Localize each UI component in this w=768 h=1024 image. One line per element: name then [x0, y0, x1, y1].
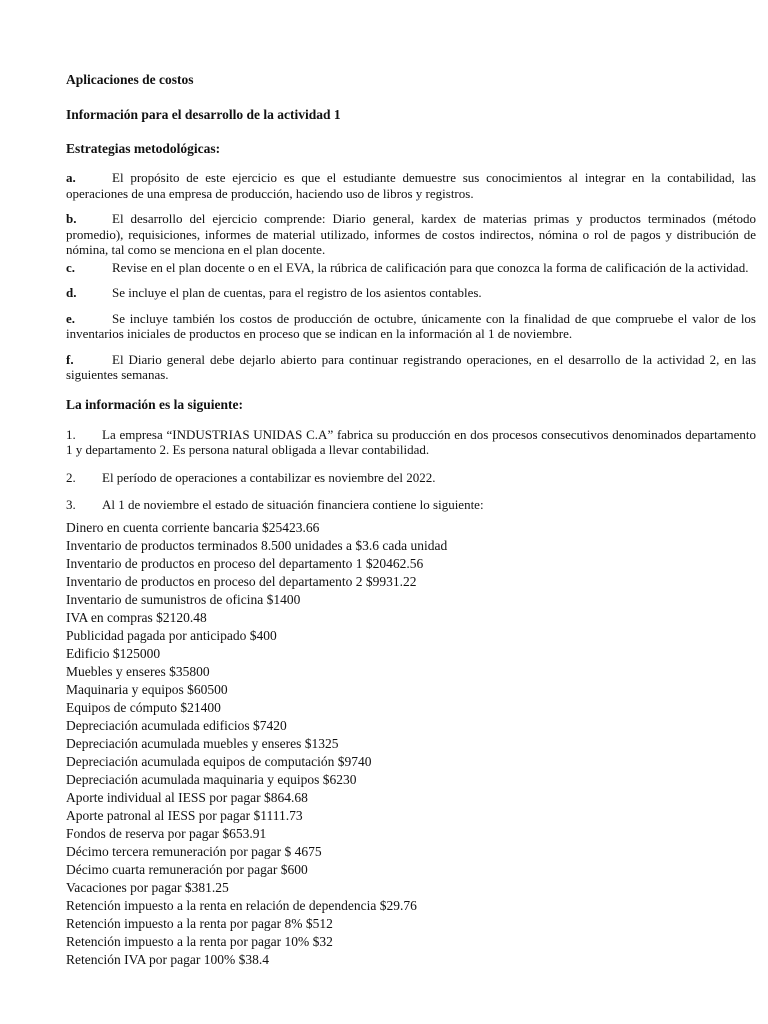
account-line: Publicidad pagada por anticipado $400: [66, 627, 277, 643]
strategy-letter: f.: [66, 351, 74, 367]
account-list: [66, 519, 756, 969]
account-line: Inventario de productos terminados 8.500 unidades a $3.6 cada unidad: [66, 537, 448, 553]
account-line: Inventario de productos en proceso del departamento 2 $9931.22: [66, 573, 417, 589]
item-number: 2.: [66, 469, 76, 485]
strategy-text: Se incluye el plan de cuentas, para el registro de los asientos contables.: [112, 285, 482, 300]
account-line: Aporte patronal al IESS por pagar $1111.73: [66, 807, 303, 823]
numbered-item: [66, 470, 756, 486]
item-number: 1.: [66, 426, 76, 442]
item-number: 3.: [66, 497, 76, 512]
strategy-letter: a.: [66, 170, 76, 185]
account-line: Retención impuesto a la renta por pagar 8% $512: [66, 915, 333, 931]
strategy-letter: d.: [66, 285, 77, 300]
strategy-letter: b.: [66, 211, 77, 226]
account-line: Inventario de sumunistros de oficina $1400: [66, 591, 301, 607]
strategy-letter: c.: [66, 259, 76, 275]
strategy-item: [66, 311, 756, 342]
account-line: Retención impuesto a la renta en relación de dependencia $29.76: [66, 897, 417, 913]
account-line: Fondos de reserva por pagar $653.91: [66, 825, 267, 841]
info-heading: La información es la siguiente:: [66, 396, 243, 412]
numbered-item: [66, 497, 756, 513]
account-line: Vacaciones por pagar $381.25: [66, 879, 229, 895]
account-line: Depreciación acumulada equipos de computación $9740: [66, 753, 372, 769]
account-line: Depreciación acumulada maquinaria y equipos $6230: [66, 771, 357, 787]
account-line: Inventario de productos en proceso del departamento 1 $20462.56: [66, 555, 424, 571]
account-line: Dinero en cuenta corriente bancaria $25423.66: [66, 519, 320, 535]
account-line: Equipos de cómputo $21400: [66, 699, 221, 715]
strategies-heading: Estrategias metodológicas:: [66, 141, 221, 156]
strategy-text: Revise en el plan docente o en el EVA, la rúbrica de calificación para que conozca la forma de calificación de la actividad.: [112, 259, 749, 275]
strategy-item: [66, 285, 756, 301]
strategy-text: El propósito de este ejercicio es que el estudiante demuestre sus conocimientos al integrar en la contabilidad, las operaciones de una empresa de producción, haciendo uso de libros y registros.: [66, 170, 756, 201]
account-line: Décimo tercera remuneración por pagar $ 4675: [66, 843, 322, 859]
account-line: Depreciación acumulada edificios $7420: [66, 717, 287, 733]
strategy-letter: e.: [66, 310, 76, 326]
item-text: Al 1 de noviembre el estado de situación financiera contiene lo siguiente:: [102, 497, 484, 512]
strategy-item: [66, 170, 756, 201]
document-subtitle: Información para el desarrollo de la actividad 1: [66, 107, 341, 122]
item-text: El período de operaciones a contabilizar es noviembre del 2022.: [102, 469, 436, 485]
account-line: Aporte individual al IESS por pagar $864.68: [66, 789, 308, 805]
account-line: Retención IVA por pagar 100% $38.4: [66, 951, 269, 967]
account-line: Retención impuesto a la renta por pagar 10% $32: [66, 933, 333, 949]
strategy-text: El Diario general debe dejarlo abierto para continuar registrando operaciones, en el desarrollo de la actividad 2, en las siguientes semanas.: [66, 351, 756, 382]
strategy-text: Se incluye también los costos de producción de octubre, únicamente con la finalidad de que compruebe el valor de los inventarios iniciales de productos en proceso que se indican en la información al 1 de noviembre.: [66, 310, 756, 341]
document-title: Aplicaciones de costos: [66, 72, 194, 87]
document-content: [66, 72, 756, 969]
strategy-item: [66, 260, 756, 276]
account-line: Maquinaria y equipos $60500: [66, 681, 228, 697]
item-text: La empresa “INDUSTRIAS UNIDAS C.A” fabrica su producción en dos procesos consecutivos denominados departamento 1 y departamento 2. Es persona natural obligada a llevar contabilidad.: [66, 426, 756, 457]
account-line: IVA en compras $2120.48: [66, 609, 207, 625]
account-line: Décimo cuarta remuneración por pagar $600: [66, 861, 308, 877]
strategy-item: [66, 352, 756, 383]
account-line: Muebles y enseres $35800: [66, 663, 210, 679]
numbered-item: [66, 427, 756, 458]
strategy-item: [66, 211, 756, 258]
account-line: Edificio $125000: [66, 645, 161, 661]
strategy-text: El desarrollo del ejercicio comprende: Diario general, kardex de materias primas y productos terminados (método promedio), requisiciones, informes de material utilizado, informes de costos indirectos, nómina o rol de pagos y distribución de nómina, tal como se menciona en el plan docente.: [66, 211, 756, 257]
account-line: Depreciación acumulada muebles y enseres $1325: [66, 735, 339, 751]
